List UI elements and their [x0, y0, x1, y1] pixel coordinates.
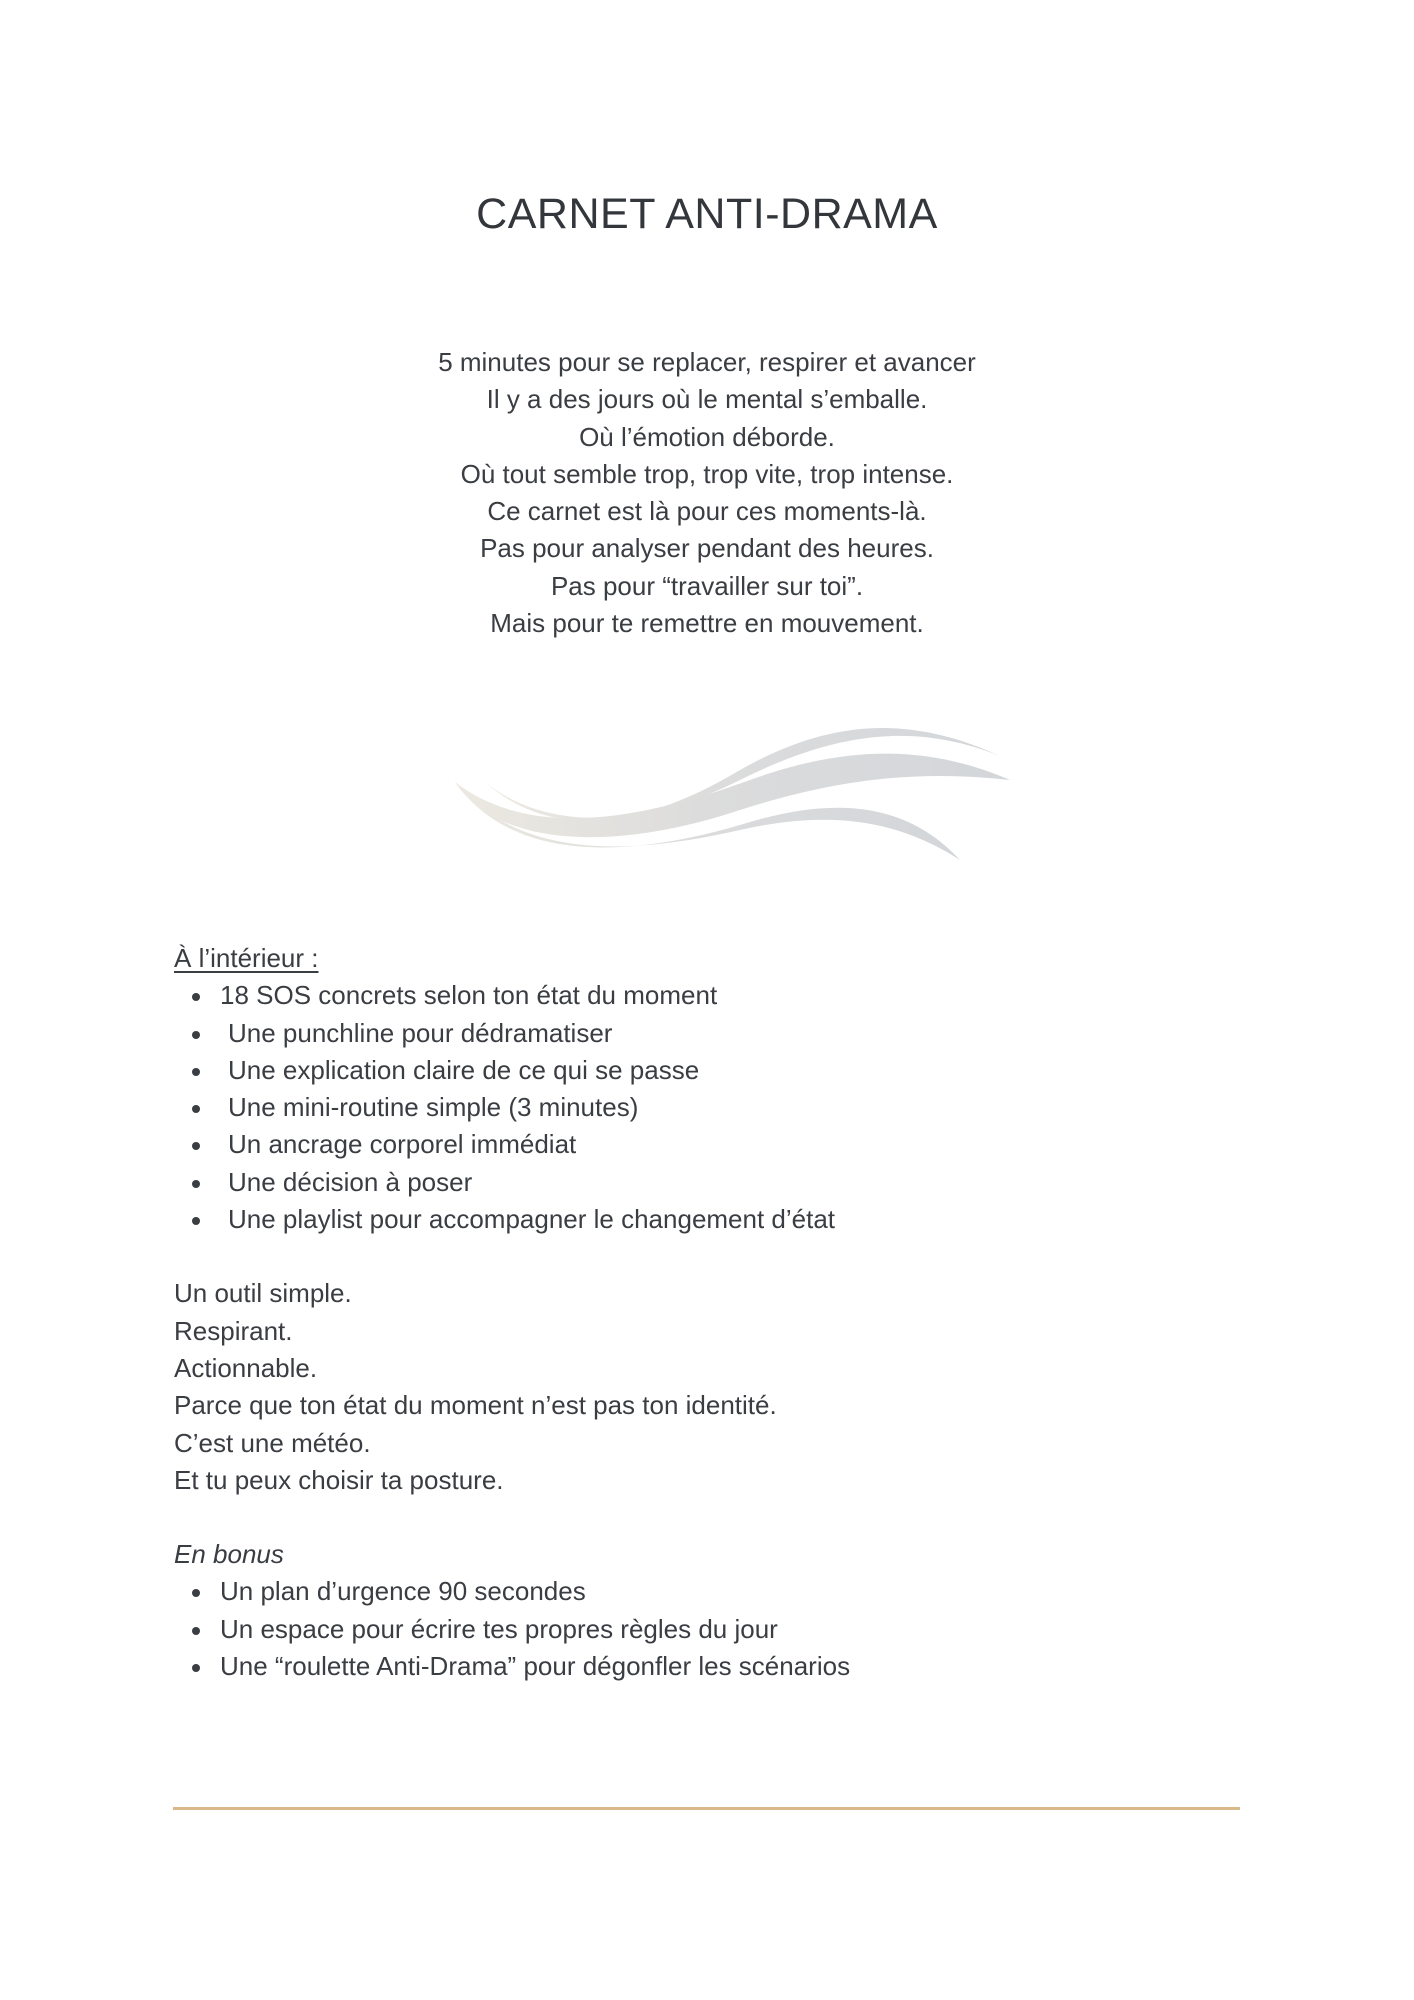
bullet-icon: [192, 1068, 200, 1076]
intro-line: Pas pour analyser pendant des heures.: [480, 533, 934, 564]
list-item-text: Un ancrage corporel immédiat: [228, 1129, 577, 1160]
list-item-text: Une explication claire de ce qui se passe: [228, 1054, 700, 1085]
bullet-icon: [192, 1180, 200, 1188]
closing-line: Un outil simple.: [174, 1278, 352, 1309]
list-item: [174, 1126, 1274, 1163]
closing-line: Parce que ton état du moment n’est pas ton identité.: [174, 1390, 777, 1421]
bullet-icon: [192, 1031, 200, 1039]
intro-line: Pas pour “travailler sur toi”.: [550, 570, 864, 601]
list-item: [174, 977, 1274, 1014]
intro-line: Où l’émotion déborde.: [579, 421, 835, 452]
bonus-list: [174, 1573, 1274, 1685]
list-item: [174, 1648, 1274, 1685]
content-body: [174, 940, 1274, 1685]
intro-line: Mais pour te remettre en mouvement.: [490, 608, 924, 639]
intro-line: Où tout semble trop, trop vite, trop intense.: [460, 458, 954, 489]
list-item: [174, 1052, 1274, 1089]
list-item-text: Une playlist pour accompagner le changement d’état: [228, 1204, 836, 1235]
closing-line: Respirant.: [174, 1315, 293, 1346]
wave-stroke: [455, 754, 1010, 838]
closing-line: Actionnable.: [174, 1352, 318, 1383]
bullet-icon: [192, 1217, 200, 1225]
intro-line: Ce carnet est là pour ces moments-là.: [487, 496, 927, 527]
intro-line: Il y a des jours où le mental s’emballe.: [486, 384, 928, 415]
list-item-text: Un espace pour écrire tes propres règles du jour: [220, 1613, 778, 1644]
list-item: [174, 1015, 1274, 1052]
bullet-icon: [192, 1627, 200, 1635]
bonus-heading: En bonus: [174, 1539, 284, 1570]
list-item-text: Une punchline pour dédramatiser: [228, 1017, 613, 1048]
bullet-icon: [192, 1589, 200, 1597]
bullet-icon: [192, 1142, 200, 1150]
list-item-text: 18 SOS concrets selon ton état du moment: [220, 980, 718, 1011]
closing-line: Et tu peux choisir ta posture.: [174, 1464, 504, 1495]
bullet-icon: [192, 993, 200, 1001]
list-item-text: Un plan d’urgence 90 secondes: [220, 1576, 586, 1607]
list-item-text: Une décision à poser: [228, 1166, 473, 1197]
document-title: CARNET ANTI-DRAMA: [476, 190, 938, 238]
list-item: [174, 1573, 1274, 1610]
footer-divider: [173, 1807, 1240, 1810]
wave-swoosh-icon: [440, 700, 1020, 870]
list-item: [174, 1201, 1274, 1238]
inside-list: [174, 977, 1274, 1238]
list-item-text: Une mini-routine simple (3 minutes): [228, 1092, 639, 1123]
intro-line: 5 minutes pour se replacer, respirer et avancer: [438, 347, 976, 377]
intro-paragraph: [0, 344, 1414, 642]
list-item: [174, 1611, 1274, 1648]
inside-heading: À l’intérieur :: [174, 943, 319, 973]
bullet-icon: [192, 1664, 200, 1672]
closing-line: C’est une météo.: [174, 1427, 371, 1458]
list-item: [174, 1164, 1274, 1201]
list-item: [174, 1089, 1274, 1126]
bullet-icon: [192, 1105, 200, 1113]
list-item-text: Une “roulette Anti-Drama” pour dégonfler les scénarios: [220, 1651, 851, 1682]
